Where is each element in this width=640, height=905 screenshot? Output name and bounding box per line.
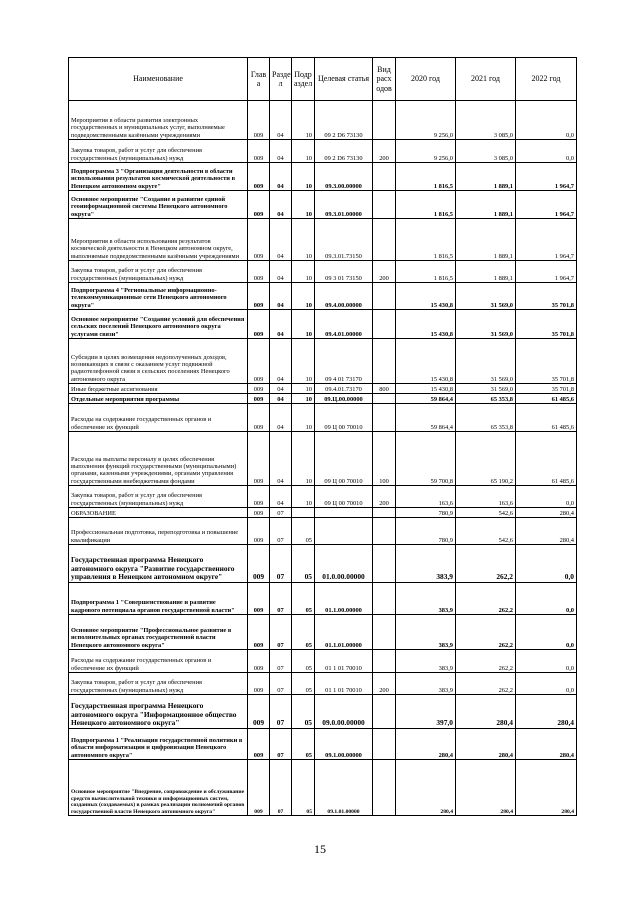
cell-y2021: 31 569,0 xyxy=(456,310,516,339)
table-row xyxy=(69,404,577,432)
cell-y2020: 163,6 xyxy=(396,486,456,508)
cell-razdel: 07 xyxy=(270,508,292,518)
cell-y2021: 262,2 xyxy=(456,650,516,673)
cell-y2020: 383,9 xyxy=(396,545,456,583)
cell-name: Основное мероприятие "Создание условий для обеспечения сельских поселений Ненецкого автономного округа услугами связи" xyxy=(69,310,248,339)
cell-razdel: 04 xyxy=(270,101,292,140)
table-row xyxy=(69,673,577,695)
cell-vid xyxy=(373,283,396,310)
cell-vid: 200 xyxy=(373,140,396,163)
header-glava: Глав а xyxy=(248,58,270,101)
cell-razdel: 04 xyxy=(270,310,292,339)
cell-name: Отдельные мероприятия программы xyxy=(69,394,248,404)
cell-podrazdel: 10 xyxy=(292,219,315,261)
cell-statya: 01.1.00.00000 xyxy=(315,583,373,615)
table-row xyxy=(69,486,577,508)
cell-razdel: 07 xyxy=(270,673,292,695)
cell-glava: 009 xyxy=(248,508,270,518)
cell-statya: 09 3 01 73150 xyxy=(315,261,373,283)
cell-glava: 009 xyxy=(248,384,270,394)
cell-razdel: 04 xyxy=(270,219,292,261)
cell-y2022: 0,0 xyxy=(516,615,577,650)
cell-y2022: 61 485,6 xyxy=(516,394,577,404)
cell-statya: 09.4.01.00000 xyxy=(315,310,373,339)
cell-razdel: 07 xyxy=(270,615,292,650)
cell-y2022: 1 964,7 xyxy=(516,191,577,219)
cell-razdel: 04 xyxy=(270,261,292,283)
cell-y2021: 65 353,8 xyxy=(456,394,516,404)
cell-statya: 09.4.01.73170 xyxy=(315,384,373,394)
table-row xyxy=(69,650,577,673)
cell-y2020: 59 864,4 xyxy=(396,404,456,432)
cell-podrazdel: 10 xyxy=(292,310,315,339)
cell-y2022: 0,0 xyxy=(516,650,577,673)
cell-podrazdel: 05 xyxy=(292,695,315,729)
cell-glava: 009 xyxy=(248,394,270,404)
cell-glava: 009 xyxy=(248,191,270,219)
cell-vid xyxy=(373,615,396,650)
cell-podrazdel: 05 xyxy=(292,650,315,673)
cell-y2022: 61 485,6 xyxy=(516,432,577,486)
cell-name: Государственная программа Ненецкого автономного округа "Развитие государственного управления в Ненецком автономном округе" xyxy=(69,545,248,583)
cell-y2022: 35 701,8 xyxy=(516,384,577,394)
table-row xyxy=(69,163,577,191)
cell-y2020: 59 864,4 xyxy=(396,394,456,404)
cell-glava: 009 xyxy=(248,650,270,673)
cell-y2021: 31 569,0 xyxy=(456,283,516,310)
header-vid: Вид расх одов xyxy=(373,58,396,101)
cell-name: Государственная программа Ненецкого автономного округа "Информационное общество Ненецкого автономного округа" xyxy=(69,695,248,729)
cell-podrazdel: 10 xyxy=(292,163,315,191)
cell-podrazdel: 10 xyxy=(292,101,315,140)
cell-y2020: 9 256,0 xyxy=(396,101,456,140)
cell-statya: 09.3.01.73150 xyxy=(315,219,373,261)
table-row xyxy=(69,283,577,310)
cell-glava: 009 xyxy=(248,695,270,729)
table-row xyxy=(69,310,577,339)
cell-y2022: 280,4 xyxy=(516,508,577,518)
page-number: 15 xyxy=(314,842,326,856)
cell-vid: 100 xyxy=(373,432,396,486)
cell-vid xyxy=(373,508,396,518)
cell-y2020: 15 430,8 xyxy=(396,283,456,310)
cell-statya xyxy=(315,518,373,545)
table-row xyxy=(69,191,577,219)
table-row xyxy=(69,101,577,140)
cell-statya: 09.Ц.00.00000 xyxy=(315,394,373,404)
cell-y2021: 3 085,0 xyxy=(456,101,516,140)
cell-y2021: 262,2 xyxy=(456,615,516,650)
cell-razdel: 04 xyxy=(270,283,292,310)
cell-razdel: 04 xyxy=(270,140,292,163)
header-2021: 2021 год xyxy=(456,58,516,101)
cell-glava: 009 xyxy=(248,219,270,261)
cell-razdel: 04 xyxy=(270,163,292,191)
cell-vid xyxy=(373,545,396,583)
cell-podrazdel: 05 xyxy=(292,583,315,615)
cell-y2022: 0,0 xyxy=(516,673,577,695)
cell-glava: 009 xyxy=(248,283,270,310)
cell-y2020: 780,9 xyxy=(396,518,456,545)
table-row xyxy=(69,518,577,545)
cell-y2022: 280,4 xyxy=(516,695,577,729)
cell-razdel: 07 xyxy=(270,545,292,583)
cell-podrazdel: 10 xyxy=(292,140,315,163)
cell-y2022: 0,0 xyxy=(516,545,577,583)
cell-y2021: 3 085,0 xyxy=(456,140,516,163)
cell-y2020: 383,9 xyxy=(396,583,456,615)
cell-statya: 09.1.00.00000 xyxy=(315,729,373,760)
cell-y2021: 65 353,8 xyxy=(456,404,516,432)
cell-podrazdel: 10 xyxy=(292,486,315,508)
cell-y2021: 1 889,1 xyxy=(456,191,516,219)
cell-y2021: 280,4 xyxy=(456,695,516,729)
cell-vid: 800 xyxy=(373,384,396,394)
cell-y2021: 262,2 xyxy=(456,583,516,615)
cell-glava: 009 xyxy=(248,729,270,760)
header-razdel: Разде л xyxy=(270,58,292,101)
cell-y2022: 35 701,8 xyxy=(516,283,577,310)
cell-glava: 009 xyxy=(248,673,270,695)
cell-name: Закупка товаров, работ и услуг для обеспечения государственных (муниципальных) нужд xyxy=(69,261,248,283)
cell-y2020: 15 430,8 xyxy=(396,310,456,339)
cell-y2021: 163,6 xyxy=(456,486,516,508)
cell-glava: 009 xyxy=(248,140,270,163)
cell-y2022: 0,0 xyxy=(516,140,577,163)
table-row xyxy=(69,219,577,261)
cell-vid xyxy=(373,583,396,615)
cell-y2022: 0,0 xyxy=(516,101,577,140)
cell-y2021: 31 569,0 xyxy=(456,339,516,384)
cell-vid xyxy=(373,518,396,545)
cell-podrazdel: 10 xyxy=(292,394,315,404)
cell-statya: 09 Ц 00 70010 xyxy=(315,486,373,508)
cell-vid xyxy=(373,695,396,729)
cell-statya: 01 1 01 70010 xyxy=(315,673,373,695)
header-statya: Целевая статья xyxy=(315,58,373,101)
cell-name: Мероприятия в области использования результатов космической деятельности в Ненецком автономном округе, выполняемые подведомственными казёнными учреждениями xyxy=(69,219,248,261)
cell-statya: 09.0.00.00000 xyxy=(315,695,373,729)
cell-name: Основное мероприятие "Создание и развитие единой геоинформационной системы Ненецкого автономного округа" xyxy=(69,191,248,219)
cell-statya: 09.4.00.00000 xyxy=(315,283,373,310)
cell-y2022: 35 701,8 xyxy=(516,339,577,384)
cell-razdel: 07 xyxy=(270,760,292,816)
cell-y2020: 1 816,5 xyxy=(396,191,456,219)
cell-podrazdel: 05 xyxy=(292,729,315,760)
table-row xyxy=(69,760,577,816)
cell-y2021: 1 889,1 xyxy=(456,163,516,191)
cell-y2022: 280,4 xyxy=(516,760,577,816)
header-podrazdel: Подр аздел xyxy=(292,58,315,101)
cell-glava: 009 xyxy=(248,339,270,384)
cell-vid xyxy=(373,650,396,673)
cell-vid xyxy=(373,404,396,432)
table-row xyxy=(69,339,577,384)
cell-y2021: 1 889,1 xyxy=(456,219,516,261)
table-row xyxy=(69,140,577,163)
cell-y2022: 1 964,7 xyxy=(516,219,577,261)
table-row xyxy=(69,261,577,283)
cell-razdel: 04 xyxy=(270,394,292,404)
cell-vid: 200 xyxy=(373,486,396,508)
cell-vid xyxy=(373,191,396,219)
cell-name: Мероприятия в области развития электронных государственных и муниципальных услуг, выполняемые подведомственными казёнными учреждениями xyxy=(69,101,248,140)
cell-y2022: 280,4 xyxy=(516,518,577,545)
cell-y2020: 383,9 xyxy=(396,650,456,673)
table-row xyxy=(69,432,577,486)
cell-y2021: 542,6 xyxy=(456,508,516,518)
cell-statya: 09 2 D6 73130 xyxy=(315,101,373,140)
cell-y2021: 262,2 xyxy=(456,545,516,583)
cell-podrazdel xyxy=(292,508,315,518)
cell-y2020: 383,9 xyxy=(396,673,456,695)
cell-name: Закупка товаров, работ и услуг для обеспечения государственных (муниципальных) нужд xyxy=(69,673,248,695)
cell-y2022: 61 485,6 xyxy=(516,404,577,432)
cell-vid xyxy=(373,394,396,404)
header-2020: 2020 год xyxy=(396,58,456,101)
cell-y2020: 1 816,5 xyxy=(396,163,456,191)
cell-y2020: 59 700,8 xyxy=(396,432,456,486)
cell-glava: 009 xyxy=(248,615,270,650)
cell-name: Основное мероприятие "Профессиональное развитие в исполнительных органах государственной власти Ненецкого автономного округа" xyxy=(69,615,248,650)
cell-statya: 01 1 01 70010 xyxy=(315,650,373,673)
cell-razdel: 07 xyxy=(270,583,292,615)
cell-vid xyxy=(373,339,396,384)
cell-razdel: 04 xyxy=(270,432,292,486)
table-row xyxy=(69,729,577,760)
cell-podrazdel: 05 xyxy=(292,545,315,583)
cell-name: Подпрограмма 3 "Организация деятельности в области использования результатов космической деятельности в Ненецком автономном округе" xyxy=(69,163,248,191)
table-row xyxy=(69,545,577,583)
cell-y2020: 280,4 xyxy=(396,729,456,760)
cell-statya: 09 Ц 00 70010 xyxy=(315,432,373,486)
cell-razdel: 07 xyxy=(270,695,292,729)
cell-glava: 009 xyxy=(248,101,270,140)
cell-razdel: 07 xyxy=(270,650,292,673)
cell-glava: 009 xyxy=(248,163,270,191)
cell-y2020: 9 256,0 xyxy=(396,140,456,163)
cell-glava: 009 xyxy=(248,261,270,283)
cell-podrazdel: 05 xyxy=(292,760,315,816)
table-body xyxy=(69,101,577,816)
cell-glava: 009 xyxy=(248,518,270,545)
cell-name: ОБРАЗОВАНИЕ xyxy=(69,508,248,518)
table-header-row xyxy=(69,58,577,101)
cell-podrazdel: 10 xyxy=(292,339,315,384)
cell-statya: 09 2 D6 73130 xyxy=(315,140,373,163)
cell-name: Закупка товаров, работ и услуг для обеспечения государственных (муниципальных) нужд xyxy=(69,486,248,508)
cell-name: Расходы на выплаты персоналу в целях обеспечения выполнения функций государственными (муниципальными) органами, казенными учреждениями, органами управления государственными внебюджетными фондами xyxy=(69,432,248,486)
cell-statya xyxy=(315,508,373,518)
cell-y2020: 780,9 xyxy=(396,508,456,518)
cell-podrazdel: 05 xyxy=(292,615,315,650)
cell-podrazdel: 05 xyxy=(292,673,315,695)
cell-y2022: 0,0 xyxy=(516,583,577,615)
cell-podrazdel: 10 xyxy=(292,191,315,219)
cell-name: Подпрограмма 1 "Реализация государственной политики в области информатизации и цифровизации Ненецкого автономного округа" xyxy=(69,729,248,760)
cell-glava: 009 xyxy=(248,404,270,432)
cell-y2022: 35 701,8 xyxy=(516,310,577,339)
cell-razdel: 04 xyxy=(270,404,292,432)
cell-y2020: 397,0 xyxy=(396,695,456,729)
cell-podrazdel: 10 xyxy=(292,283,315,310)
cell-y2020: 1 816,5 xyxy=(396,219,456,261)
cell-vid xyxy=(373,310,396,339)
cell-statya: 01.1.01.00000 xyxy=(315,615,373,650)
cell-y2022: 1 964,7 xyxy=(516,261,577,283)
cell-y2022: 0,0 xyxy=(516,486,577,508)
cell-y2021: 542,6 xyxy=(456,518,516,545)
table-row xyxy=(69,695,577,729)
table-row xyxy=(69,394,577,404)
cell-statya: 09.1.01.00000 xyxy=(315,760,373,816)
table-row xyxy=(69,384,577,394)
cell-razdel: 04 xyxy=(270,339,292,384)
cell-vid: 200 xyxy=(373,673,396,695)
cell-glava: 009 xyxy=(248,310,270,339)
cell-glava: 009 xyxy=(248,545,270,583)
cell-name: Профессиональная подготовка, переподготовка и повышение квалификации xyxy=(69,518,248,545)
cell-razdel: 07 xyxy=(270,729,292,760)
cell-vid xyxy=(373,760,396,816)
cell-vid xyxy=(373,163,396,191)
cell-vid xyxy=(373,219,396,261)
header-2022: 2022 год xyxy=(516,58,577,101)
cell-glava: 009 xyxy=(248,486,270,508)
cell-glava: 009 xyxy=(248,760,270,816)
cell-podrazdel: 05 xyxy=(292,518,315,545)
cell-podrazdel: 10 xyxy=(292,404,315,432)
cell-statya: 09 Ц 00 70010 xyxy=(315,404,373,432)
header-name: Наименование xyxy=(69,58,248,101)
cell-podrazdel: 10 xyxy=(292,432,315,486)
cell-podrazdel: 10 xyxy=(292,261,315,283)
cell-y2020: 280,4 xyxy=(396,760,456,816)
cell-name: Подпрограмма 1 "Совершенствование и развитие кадрового потенциала органов государственной власти" xyxy=(69,583,248,615)
cell-razdel: 07 xyxy=(270,518,292,545)
cell-y2021: 1 889,1 xyxy=(456,261,516,283)
cell-statya: 09.3.01.00000 xyxy=(315,191,373,219)
cell-vid: 200 xyxy=(373,261,396,283)
cell-y2020: 383,9 xyxy=(396,615,456,650)
cell-vid xyxy=(373,729,396,760)
budget-table-sheet xyxy=(68,57,576,816)
cell-statya: 09 4 01 73170 xyxy=(315,339,373,384)
cell-y2021: 65 190,2 xyxy=(456,432,516,486)
cell-name: Иные бюджетные ассигнования xyxy=(69,384,248,394)
cell-name: Подпрограмма 4 "Региональные информационно-телекоммуникационные сети Ненецкого автономного округа" xyxy=(69,283,248,310)
cell-name: Расходы на содержание государственных органов и обеспечение их функций xyxy=(69,650,248,673)
cell-y2020: 1 816,5 xyxy=(396,261,456,283)
table-row xyxy=(69,583,577,615)
cell-y2021: 262,2 xyxy=(456,673,516,695)
cell-y2020: 15 430,8 xyxy=(396,384,456,394)
table-row xyxy=(69,508,577,518)
cell-vid xyxy=(373,101,396,140)
cell-y2020: 15 430,8 xyxy=(396,339,456,384)
table-row xyxy=(69,615,577,650)
cell-y2021: 31 569,0 xyxy=(456,384,516,394)
cell-y2021: 280,4 xyxy=(456,729,516,760)
cell-razdel: 04 xyxy=(270,486,292,508)
cell-razdel: 04 xyxy=(270,191,292,219)
budget-table xyxy=(68,57,577,816)
cell-name: Закупка товаров, работ и услуг для обеспечения государственных (муниципальных) нужд xyxy=(69,140,248,163)
cell-glava: 009 xyxy=(248,432,270,486)
cell-y2022: 280,4 xyxy=(516,729,577,760)
cell-statya: 01.0.00.00000 xyxy=(315,545,373,583)
cell-glava: 009 xyxy=(248,583,270,615)
cell-y2021: 280,4 xyxy=(456,760,516,816)
cell-statya: 09.3.00.00000 xyxy=(315,163,373,191)
cell-name: Основное мероприятие "Внедрение, сопровождение и обслуживание средств вычислительной техники и информационных систем, созданных (создаваемых) в рамках реализации полномочий органов государственной власти Ненецкого автономного округа" xyxy=(69,760,248,816)
cell-podrazdel: 10 xyxy=(292,384,315,394)
cell-name: Расходы на содержание государственных органов и обеспечение их функций xyxy=(69,404,248,432)
cell-y2022: 1 964,7 xyxy=(516,163,577,191)
cell-name: Субсидии в целях возмещения недополученных доходов, возникающих в связи с оказанием услуг подвижной радиотелефонной связи в сельских поселениях Ненецкого автономного округа xyxy=(69,339,248,384)
cell-razdel: 04 xyxy=(270,384,292,394)
